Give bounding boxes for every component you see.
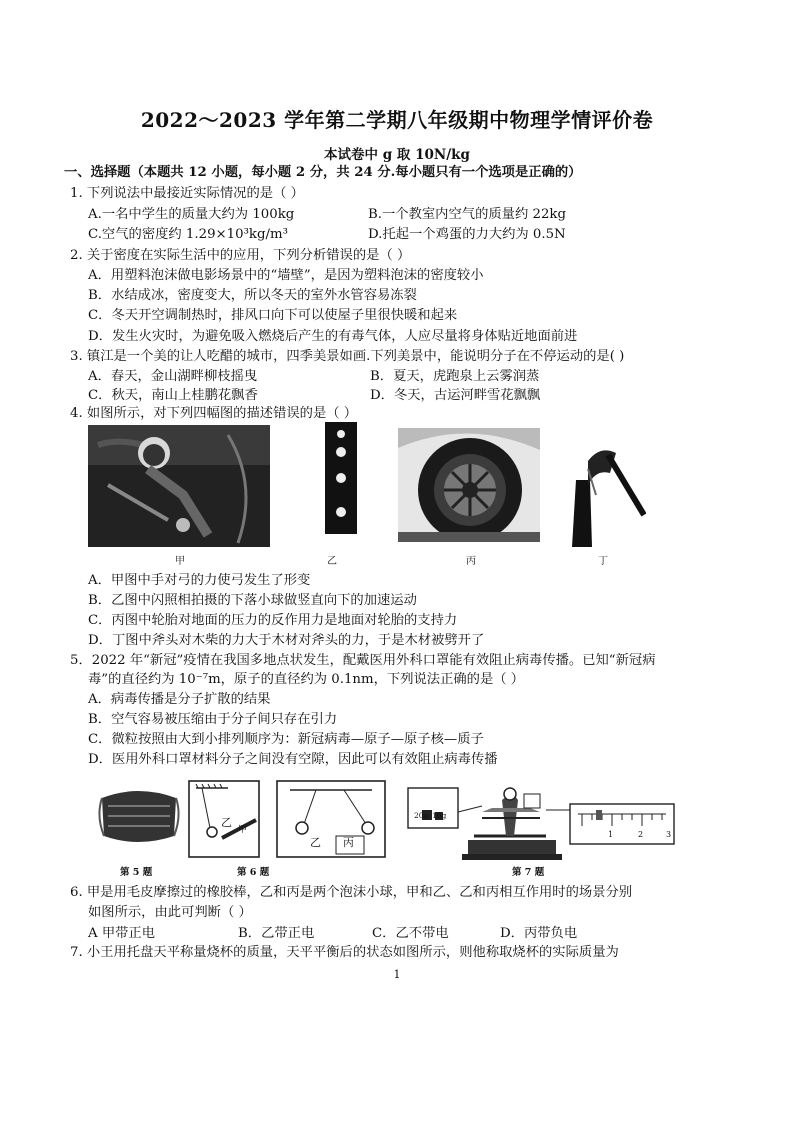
fig6b-label-yi: 乙 [310,836,321,849]
q2-stem: 2. 关于密度在实际生活中的应用，下列分析错误的是（ ） [70,248,411,263]
figure-q6-right [276,780,386,858]
archer-photo-icon [88,425,270,547]
falling-ball-icon [325,422,357,534]
q6-stem-line2: 如图所示，由此可判断（ ） [88,905,252,920]
figure-bing-tire [398,428,540,542]
weight-20g: 20g [414,811,429,820]
q5-option-b: B．空气容易被压缩由于分子间只存在引力 [88,712,338,727]
axe-icon [566,425,646,547]
q4-option-d: D．丁图中斧头对木柴的力大于木材对斧头的力，于是木材被劈开了 [88,633,485,648]
q2-option-d: D．发生火灾时，为避免吸入燃烧后产生的有毒气体，人应尽量将身体贴近地面前进 [88,329,578,344]
q5-stem-line1: 5．2022 年“新冠”疫情在我国多地点状发生，配戴医用外科口罩能有效阻止病毒传播。已知“新冠病 [70,653,656,668]
q4-caption-ding: 丁 [598,556,608,567]
q1-option-d: D.托起一个鸡蛋的力大约为 0.5N [368,227,566,242]
section-heading: 一、选择题（本题共 12 小题，每小题 2 分，共 24 分.每小题只有一个选项是正确的） [64,165,582,180]
exam-title: 2022～2023 学年第二学期八年级期中物理学情评价卷 [140,108,654,132]
q6-option-c: C．乙不带电 [372,926,449,941]
q1-option-b: B.一个教室内空气的质量约 22kg [368,207,566,222]
ruler-tick-1: 1 [608,830,614,839]
caption-q5-figure: 第 5 题 [120,867,153,878]
fig6-label-jia: 甲 [238,825,248,835]
balance-scale-icon [402,782,682,862]
q2-option-c: C．冬天开空调制热时，排风口向下可以使屋子里很快暖和起来 [88,308,458,323]
q5-option-c: C．微粒按照由大到小排列顺序为：新冠病毒—原子—原子核—质子 [88,732,484,747]
q4-option-b: B．乙图中闪照相拍摄的下落小球做竖直向下的加速运动 [88,593,417,608]
page-number: 1 [393,968,401,981]
q4-option-c: C．丙图中轮胎对地面的压力的反作用力是地面对轮胎的支持力 [88,613,458,628]
exam-subtitle: 本试卷中 g 取 10N/kg [324,147,470,163]
weight-10g: 10g [432,811,447,820]
q3-stem: 3. 镇江是一个美的让人吃醋的城市，四季美景如画.下列美景中，能说明分子在不停运动的是( ) [70,349,625,364]
two-balls-icon [276,780,386,858]
q2-option-b: B．水结成冰，密度变大，所以冬天的室外水管容易冻裂 [88,288,417,303]
q5-option-a: A．病毒传播是分子扩散的结果 [88,692,271,707]
figure-ding-axe [566,425,646,547]
q4-option-a: A．甲图中手对弓的力使弓发生了形变 [88,573,311,588]
q6-option-a: A 甲带正电 [88,926,156,941]
figure-q7-balance [402,782,682,862]
figure-jia-archer [88,425,270,547]
q2-option-a: A．用塑料泡沫做电影场景中的“墙壁”，是因为塑料泡沫的密度较小 [88,268,484,283]
q3-option-a: A．春天，金山湖畔柳枝摇曳 [88,369,258,384]
q3-option-c: C．秋天，南山上桂鹏花飘香 [88,388,258,403]
q4-stem: 4. 如图所示，对下列四幅图的描述错误的是（ ） [70,406,358,421]
figure-q5-masks [98,784,180,850]
q1-option-c: C.空气的密度约 1.29×10³kg/m³ [88,227,288,242]
caption-q7-figure: 第 7 题 [512,867,545,878]
q3-option-b: B．夏天，虎跑泉上云雾润蒸 [370,369,540,384]
q5-option-d: D．医用外科口罩材料分子之间没有空隙，因此可以有效阻止病毒传播 [88,752,498,767]
q6-stem-line1: 6. 甲是用毛皮摩擦过的橡胶棒，乙和丙是两个泡沫小球，甲和乙、乙和丙相互作用时的场景分别 [70,885,633,900]
q6-option-d: D．丙带负电 [500,926,578,941]
tire-photo-icon [398,428,540,542]
ruler-tick-3: 3 [666,830,672,839]
ruler-tick-2: 2 [638,830,644,839]
q3-option-d: D．冬天，古运河畔雪花飘飘 [370,388,541,403]
q7-stem: 7. 小王用托盘天平称量烧杯的质量，天平平衡后的状态如图所示，则他称取烧杯的实际质量为 [70,945,619,960]
fig6-label-yi: 乙 [221,816,232,829]
figure-yi-strobe [325,422,357,534]
q1-option-a: A.一名中学生的质量大约为 100kg [88,207,295,222]
fig6b-label-bing: 丙 [343,836,354,849]
q4-caption-yi: 乙 [327,556,337,567]
q1-stem: 1. 下列说法中最接近实际情况的是（ ） [70,186,304,201]
q6-option-b: B．乙带正电 [238,926,315,941]
face-mask-icon [98,784,180,850]
q5-stem-line2: 毒”的直径约为 10⁻⁷m，原子的直径约为 0.1nm，下列说法正确的是（ ） [88,672,525,687]
q4-caption-jia: 甲 [175,556,185,567]
q4-caption-bing: 丙 [466,556,476,567]
caption-q6-figure: 第 6 题 [237,867,270,878]
